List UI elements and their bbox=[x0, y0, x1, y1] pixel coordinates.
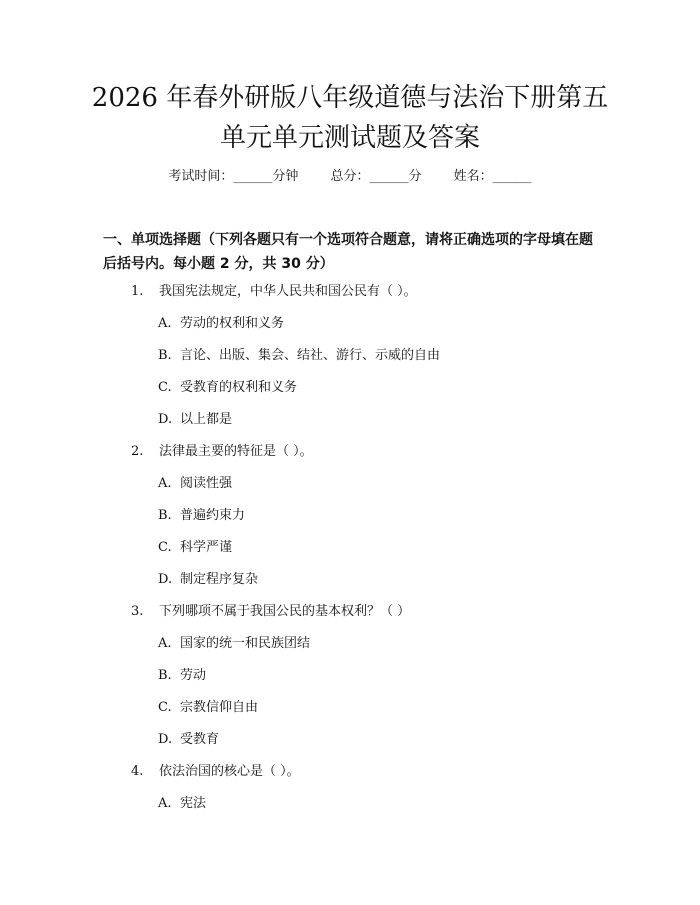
option bbox=[158, 539, 232, 557]
question-text: 我国宪法规定，中华人民共和国公民有（ ）。 bbox=[159, 284, 417, 299]
option-text: 普遍约束力 bbox=[180, 508, 246, 523]
option-letter: D. bbox=[158, 732, 173, 747]
option-text: 科学严谨 bbox=[180, 540, 233, 555]
option-letter: A. bbox=[158, 476, 172, 491]
exam-name: 姓名：______ bbox=[453, 169, 532, 184]
option bbox=[158, 411, 232, 429]
option bbox=[158, 699, 258, 717]
option-text: 宪法 bbox=[180, 796, 207, 811]
question-number: 4. bbox=[131, 764, 144, 779]
title-line-1: 2026 年春外研版八年级道德与法治下册第五 bbox=[91, 83, 609, 113]
page-title bbox=[60, 78, 640, 158]
option-text: 受教育 bbox=[180, 732, 220, 747]
question bbox=[131, 443, 313, 461]
question-number: 2. bbox=[131, 444, 144, 459]
option-letter: B. bbox=[158, 668, 172, 683]
option bbox=[158, 507, 245, 525]
option bbox=[158, 347, 440, 365]
exam-total-score: 总分：______分 bbox=[330, 169, 422, 184]
option-letter: A. bbox=[158, 796, 172, 811]
option-letter: D. bbox=[158, 412, 173, 427]
question bbox=[131, 763, 300, 781]
section-heading bbox=[103, 228, 603, 276]
option-letter: C. bbox=[158, 380, 172, 395]
option-text: 受教育的权利和义务 bbox=[180, 380, 298, 395]
option-letter: B. bbox=[158, 508, 172, 523]
question-text: 下列哪项不属于我国公民的基本权利？（ ） bbox=[159, 604, 411, 619]
option bbox=[158, 667, 206, 685]
option-text: 制定程序复杂 bbox=[180, 572, 259, 587]
option bbox=[158, 379, 297, 397]
question-number: 3. bbox=[131, 604, 144, 619]
option-text: 国家的统一和民族团结 bbox=[180, 636, 311, 651]
option-letter: A. bbox=[158, 316, 172, 331]
option-letter: D. bbox=[158, 572, 173, 587]
option-text: 言论、出版、集会、结社、游行、示威的自由 bbox=[180, 348, 441, 363]
section-heading-line-1: 一、单项选择题（下列各题只有一个选项符合题意，请将正确选项的字母填在题 bbox=[103, 232, 593, 248]
question-text: 法律最主要的特征是（ ）。 bbox=[159, 444, 313, 459]
option bbox=[158, 571, 258, 589]
option-text: 以上都是 bbox=[180, 412, 233, 427]
option-text: 宗教信仰自由 bbox=[180, 700, 259, 715]
option-letter: C. bbox=[158, 700, 172, 715]
option bbox=[158, 795, 206, 813]
question-text: 依法治国的核心是（ ）。 bbox=[159, 764, 300, 779]
title-line-2: 单元单元测试题及答案 bbox=[219, 123, 480, 153]
option bbox=[158, 635, 310, 653]
exam-time: 考试时间：______分钟 bbox=[168, 169, 299, 184]
option bbox=[158, 731, 219, 749]
question bbox=[131, 283, 417, 301]
option-letter: C. bbox=[158, 540, 172, 555]
option-letter: A. bbox=[158, 636, 172, 651]
option-text: 阅读性强 bbox=[180, 476, 233, 491]
option-letter: B. bbox=[158, 348, 172, 363]
question bbox=[131, 603, 410, 621]
question-number: 1. bbox=[131, 284, 144, 299]
section-heading-line-2: 后括号内。每小题 2 分，共 30 分） bbox=[103, 256, 334, 272]
option bbox=[158, 475, 232, 493]
option bbox=[158, 315, 284, 333]
option-text: 劳动 bbox=[180, 668, 207, 683]
option-text: 劳动的权利和义务 bbox=[180, 316, 285, 331]
exam-info bbox=[0, 168, 700, 186]
